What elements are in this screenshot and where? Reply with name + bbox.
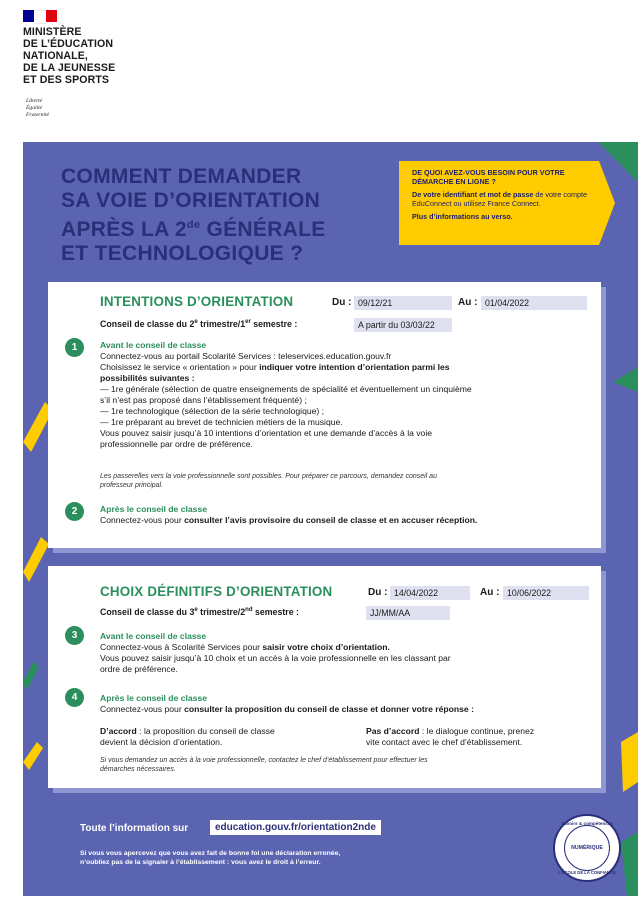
motto-line: Fraternité — [26, 112, 49, 118]
badge-top-text: Savoirs & compétences — [561, 821, 613, 826]
callout-heading: DE QUOI AVEZ-VOUS BESOIN POUR VOTRE DÉMARCHE EN LIGNE ? — [412, 168, 565, 186]
callout-need-rest: de votre compte EduConnect ou utilisez France Connect. — [412, 190, 587, 208]
choix-du-field[interactable]: 14/04/2022 — [390, 586, 470, 600]
conseil-text: Conseil de classe du 3 — [100, 607, 195, 617]
accord-rest: : la proposition du conseil de classe — [136, 726, 275, 736]
choix-du-label: Du : — [368, 587, 388, 598]
numerique-badge — [553, 814, 621, 882]
requirements-callout — [399, 161, 615, 245]
republic-flag-logo — [23, 10, 57, 22]
title-line: COMMENT DEMANDER — [61, 165, 302, 188]
title-line: SA VOIE D’ORIENTATION — [61, 189, 321, 212]
conseil-text: trimestre/2 — [197, 607, 246, 617]
badge-mid-text: NUMÉRIQUE — [571, 845, 603, 851]
step3-text: Connectez-vous à Scolarité Services pour — [100, 642, 263, 652]
step3-line: Vous pouvez saisir jusqu’à 10 choix et un accès à la voie professionnelle en les classant par — [100, 653, 451, 663]
step1-line: s’il n’est pas proposé dans l’établissement fréquenté) ; — [100, 395, 307, 405]
title-line — [61, 213, 326, 242]
step2-title: Après le conseil de classe — [100, 504, 208, 514]
intentions-au-field[interactable]: 01/04/2022 — [481, 296, 587, 310]
ministry-line: DE LA JEUNESSE — [23, 62, 116, 74]
step4-title: Après le conseil de classe — [100, 693, 208, 703]
pas-accord-bold: Pas d’accord — [366, 726, 420, 736]
step1-line: — 1re préparant au brevet de technicien métiers de la musique. — [100, 417, 343, 427]
conseil-sup: e — [194, 607, 198, 614]
step-number-badge: 1 — [65, 338, 84, 357]
callout-text — [412, 168, 592, 221]
step4-bold: consulter la proposition du conseil de classe et donner votre réponse : — [184, 704, 474, 714]
footer-url-link[interactable]: education.gouv.fr/orientation2nde — [210, 820, 381, 835]
intentions-du-field[interactable]: 09/12/21 — [354, 296, 452, 310]
step4-text: Connectez-vous pour — [100, 704, 185, 714]
step1-bold: indiquer votre intention d’orientation parmi les — [259, 362, 450, 372]
callout-arrow — [599, 161, 615, 245]
accord-line — [100, 726, 340, 737]
accord-line: devient la décision d’orientation. — [100, 737, 223, 747]
step1-line: — 1re technologique (sélection de la série technologique) ; — [100, 406, 325, 416]
step1-line: possibilités suivantes : — [100, 373, 195, 383]
choix-card — [48, 566, 601, 788]
step3-line: ordre de préférence. — [100, 664, 178, 674]
footer-info-label: Toute l’information sur — [80, 823, 189, 834]
step2-body — [100, 515, 595, 526]
step3-bold: saisir votre choix d’orientation. — [262, 642, 390, 652]
pas-accord-line: vite contact avec le chef d’établissement. — [366, 737, 523, 747]
step3-title: Avant le conseil de classe — [100, 631, 207, 641]
step-number-badge: 4 — [65, 688, 84, 707]
ministry-line: DE L’ÉDUCATION — [23, 38, 114, 50]
step1-note — [100, 472, 590, 490]
step1-body — [100, 351, 595, 450]
step1-line: Connectez-vous au portail Scolarité Services : teleservices.education.gouv.fr — [100, 351, 392, 361]
conseil-sup: nd — [245, 607, 253, 614]
conseil-text: semestre : — [250, 319, 298, 329]
callout-more: Plus d’informations au verso. — [412, 212, 513, 221]
choix-conseil-label — [100, 607, 299, 617]
badge-bottom-text: L’ÉCOLE DE LA CONFIANCE — [558, 870, 616, 875]
pas-accord-text — [366, 726, 596, 748]
step-number-badge: 2 — [65, 502, 84, 521]
choix-au-field[interactable]: 10/06/2022 — [503, 586, 589, 600]
ministry-line: NATIONALE, — [23, 50, 88, 62]
step4-note — [100, 756, 590, 774]
choix-au-label: Au : — [480, 587, 500, 598]
intentions-au-label: Au : — [458, 297, 478, 308]
title-sup: de — [186, 219, 201, 231]
note-line: professeur principal. — [100, 482, 164, 489]
footer-warning — [80, 849, 340, 867]
title-text: APRÈS LA 2 — [61, 218, 187, 241]
callout-need-bold: De votre identifiant et mot de passe — [412, 190, 534, 199]
step1-line: — 1re générale (sélection de quatre enseignements de spécialité et éventuellement un cinquième — [100, 384, 472, 394]
step1-title: Avant le conseil de classe — [100, 340, 207, 350]
choix-title: CHOIX DÉFINITIFS D’ORIENTATION — [100, 584, 333, 599]
accord-bold: D’accord — [100, 726, 137, 736]
choix-conseil-field[interactable]: JJ/MM/AA — [366, 606, 450, 620]
callout-need — [412, 190, 592, 208]
motto-line: Liberté — [26, 98, 43, 104]
ministry-name — [23, 26, 115, 86]
step4-body — [100, 704, 595, 715]
conseil-text: trimestre/1 — [197, 319, 246, 329]
step1-line: Vous pouvez saisir jusqu’à 10 intentions d’orientation et une demande d’accès à la voie — [100, 428, 433, 438]
intentions-card — [48, 282, 601, 548]
note-line: Si vous demandez un accès à la voie professionnelle, contactez le chef d’établissement pour effectuer les — [100, 757, 428, 764]
intentions-conseil-label — [100, 319, 297, 329]
intentions-conseil-field[interactable]: A partir du 03/03/22 — [354, 318, 452, 332]
accord-text — [100, 726, 340, 748]
pas-accord-rest: : le dialogue continue, prenez — [419, 726, 535, 736]
step1-line — [100, 362, 595, 373]
republic-motto — [26, 98, 49, 119]
conseil-sup: e — [194, 319, 198, 326]
title-line: ET TECHNOLOGIQUE ? — [61, 242, 304, 265]
ministry-line: MINISTÈRE — [23, 26, 82, 38]
step2-text: Connectez-vous pour — [100, 515, 185, 525]
footer-warning-line: n’oubliez pas de la signaler à l’établissement : vous avez le droit à l’erreur. — [80, 859, 321, 866]
pas-accord-line — [366, 726, 596, 737]
conseil-text: semestre : — [252, 607, 299, 617]
intentions-du-label: Du : — [332, 297, 352, 308]
intentions-title: INTENTIONS D’ORIENTATION — [100, 294, 294, 309]
conseil-text: Conseil de classe du 2 — [100, 319, 195, 329]
step3-line — [100, 642, 595, 653]
note-line: démarches nécessaires. — [100, 766, 176, 773]
step2-bold: consulter l’avis provisoire du conseil de classe et en accuser réception. — [184, 515, 478, 525]
title-text: GÉNÉRALE — [200, 218, 326, 241]
ministry-line: ET DES SPORTS — [23, 74, 110, 86]
conseil-sup: er — [245, 319, 251, 326]
footer-warning-line: Si vous vous apercevez que vous avez fait de bonne foi une déclaration erronée, — [80, 850, 341, 857]
step1-text: Choisissez le service « orientation » pour — [100, 362, 260, 372]
step3-body — [100, 642, 595, 675]
note-line: Les passerelles vers la voie professionnelle sont possibles. Pour préparer ce parcours, demandez conseil au — [100, 473, 437, 480]
step-number-badge: 3 — [65, 626, 84, 645]
step1-line: professionnelle par ordre de préférence. — [100, 439, 253, 449]
page-title — [61, 165, 326, 266]
motto-line: Égalité — [26, 105, 43, 111]
